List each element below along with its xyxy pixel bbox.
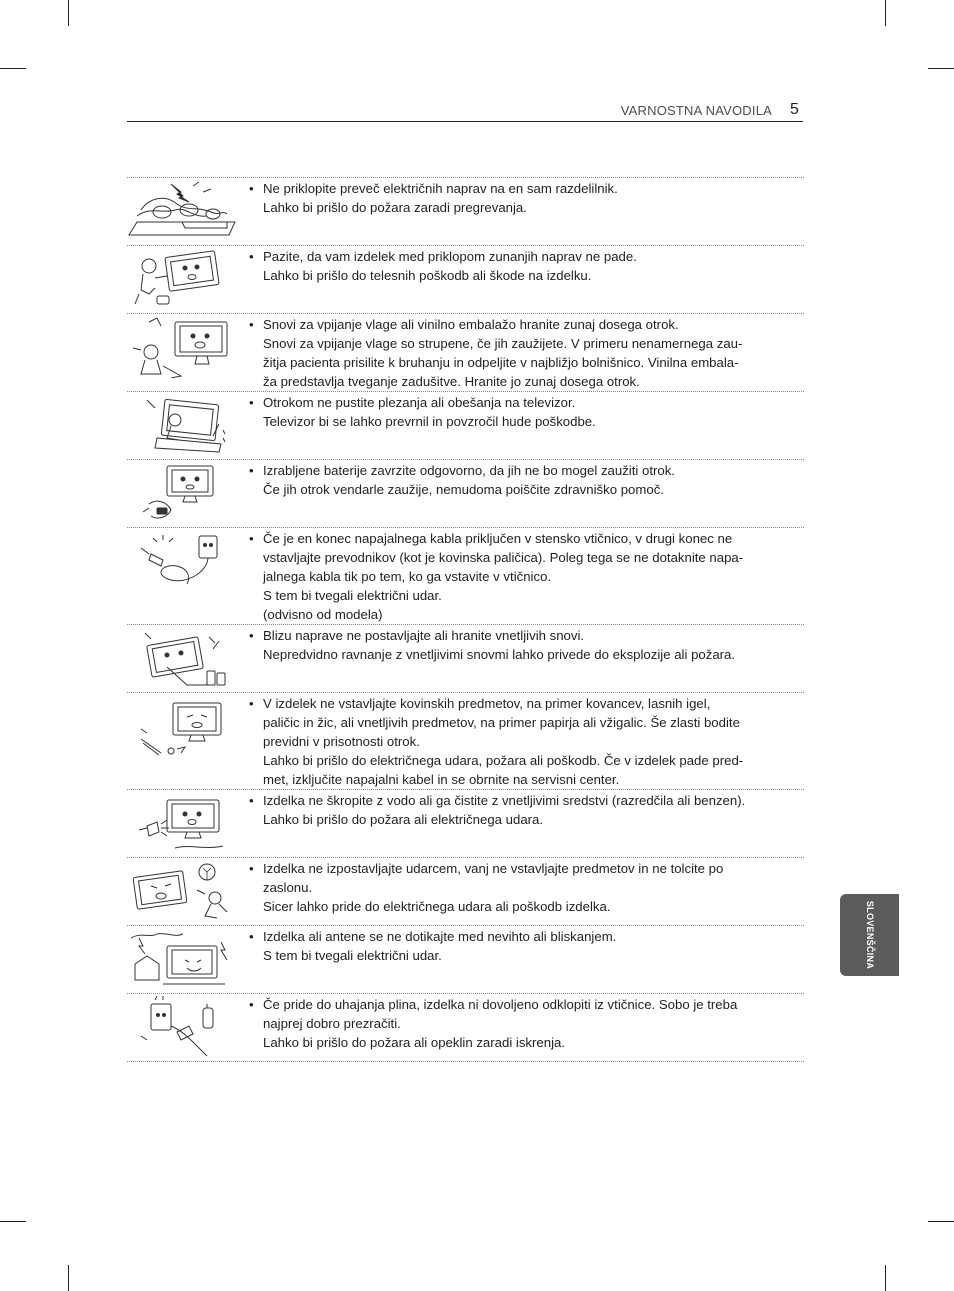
text-line: Če je en konec napajalnega kabla priključen v stensko vtičnico, v drugi konec ne [263,531,733,546]
bullet: • [249,395,254,410]
bullet: • [249,997,254,1012]
text-line: Lahko bi prišlo do telesnih poškodb ali škode na izdelku. [263,268,592,283]
text-line: žitja pacienta prisilite k bruhanju in odpeljite v najbližjo bolnišnico. Vinilna embala- [263,355,739,370]
crop-mark [68,1265,69,1291]
header-rule [127,121,803,122]
language-tab[interactable] [840,894,899,976]
text-line: vstavljajte prevodnikov (kot je kovinska paličica). Poleg tega se ne dotaknite napa- [263,550,744,565]
bullet: • [249,181,254,196]
safety-item-text [249,995,789,1052]
text-line: Lahko bi prišlo do požara ali električnega udara. [263,812,544,827]
text-line: ža predstavlja tveganje zadušitve. Hranite jo zunaj dosega otrok. [263,374,640,389]
child-with-packaging-icon [127,316,239,378]
text-line: met, izključite napajalni kabel in se obrnite na servisni center. [263,772,620,787]
lightning-storm-icon [127,928,239,990]
text-line: Če jih otrok vendarle zaužije, nemudoma poiščite zdravniško pomoč. [263,482,664,497]
crop-mark [68,0,69,26]
running-header-title: VARNOSTNA NAVODILA [620,103,772,118]
crop-mark [885,1265,886,1291]
water-spray-icon [127,792,239,854]
text-line: V izdelek ne vstavljajte kovinskih predmetov, na primer kovancev, lasnih igel, [263,696,711,711]
text-line: paličic in žic, ali vnetljivih predmetov, na primer papirja ali vžigalic. Še zlasti bodite [263,715,740,730]
text-line: Izrabljene baterije zavrzite odgovorno, da jih ne bo mogel zaužiti otrok. [263,463,675,478]
bullet: • [249,463,254,478]
bullet: • [249,929,254,944]
crop-mark [0,68,26,69]
text-line: Izdelka ali antene se ne dotikajte med nevihto ali bliskanjem. [263,929,617,944]
safety-item-text [249,859,789,916]
safety-item-text [249,461,789,499]
language-tab-label: SLOVENŠČINA [864,900,875,970]
text-line: najprej dobro prezračiti. [263,1016,401,1031]
bullet: • [249,628,254,643]
battery-disposal-icon [127,462,239,524]
bullet: • [249,317,254,332]
text-line: Snovi za vpijanje vlage so strupene, če jih zaužijete. V primeru nenamernega zau- [263,336,743,351]
safety-item [127,925,804,993]
text-line: Lahko bi prišlo do električnega udara, požara ali poškodb. Če v izdelek pade pred- [263,753,744,768]
text-line: Pazite, da vam izdelek med priklopom zunanjih naprav ne pade. [263,249,637,264]
bullet: • [249,793,254,808]
text-line: Televizor bi se lahko prevrnil in povzročil hude poškodbe. [263,414,596,429]
crop-mark [885,0,886,26]
bullet: • [249,861,254,876]
safety-item [127,789,804,857]
safety-item [127,993,804,1062]
text-line: Blizu naprave ne postavljajte ali hranite vnetljivih snovi. [263,628,585,643]
bullet: • [249,696,254,711]
text-line: zaslonu. [263,880,313,895]
safety-item-text [249,529,789,624]
tv-falling-device-icon [127,248,239,310]
safety-item-text [249,247,789,285]
safety-item [127,245,804,313]
safety-item [127,857,804,925]
overloaded-power-strip-icon [127,180,239,242]
text-line: Otrokom ne pustite plezanja ali obešanja na televizor. [263,395,576,410]
safety-item-text [249,315,789,391]
safety-item [127,692,804,789]
flammable-spray-icon [127,627,239,689]
metal-objects-icon [127,699,239,761]
text-line: Izdelka ne škropite z vodo ali ga čistite z vnetljivimi sredstvi (razredčila ali benzen). [263,793,746,808]
safety-item-text [249,791,789,829]
text-line: Izdelka ne izpostavljajte udarcem, vanj ne vstavljajte predmetov in ne tolcite po [263,861,724,876]
text-line: Snovi za vpijanje vlage ali vinilno embalažo hranite zunaj dosega otrok. [263,317,679,332]
text-line: Ne priklopite preveč električnih naprav na en sam razdelilnik. [263,181,618,196]
text-line: Če pride do uhajanja plina, izdelka ni dovoljeno odklopiti iz vtičnice. Sobo je treba [263,997,738,1012]
bullet: • [249,249,254,264]
child-climbing-tv-icon [127,394,239,456]
text-line: jalnega kabla tik po tem, ko ga vstavite v vtičnico. [263,569,552,584]
text-line: Lahko bi prišlo do požara ali opeklin zaradi iskrenja. [263,1035,566,1050]
text-line: Lahko bi prišlo do požara zaradi pregrevanja. [263,200,527,215]
safety-item-text [249,393,789,431]
safety-item-text [249,694,789,789]
crop-mark [928,68,954,69]
safety-item [127,177,804,245]
crop-mark [0,1221,26,1222]
safety-item [127,459,804,527]
safety-item [127,391,804,459]
crop-mark [928,1221,954,1222]
ball-impact-icon [127,860,239,922]
power-cord-outlet-icon [127,532,239,594]
gas-leak-plug-icon [127,996,239,1058]
safety-item [127,624,804,692]
safety-item [127,527,804,624]
text-line: S tem bi tvegali električni udar. [263,948,442,963]
text-line: Nepredvidno ravnanje z vnetljivimi snovmi lahko privede do eksplozije ali požara. [263,647,736,662]
safety-item-text [249,626,789,664]
safety-item-text [249,179,789,217]
text-line: S tem bi tvegali električni udar. [263,588,442,603]
text-line: previdni v prisotnosti otrok. [263,734,420,749]
bullet: • [249,531,254,546]
safety-instructions-table [127,177,804,1062]
text-line: (odvisno od modela) [263,607,383,622]
page-number: 5 [790,101,799,118]
text-line: Sicer lahko pride do električnega udara ali poškodb izdelka. [263,899,611,914]
safety-item-text [249,927,789,965]
safety-item [127,313,804,391]
